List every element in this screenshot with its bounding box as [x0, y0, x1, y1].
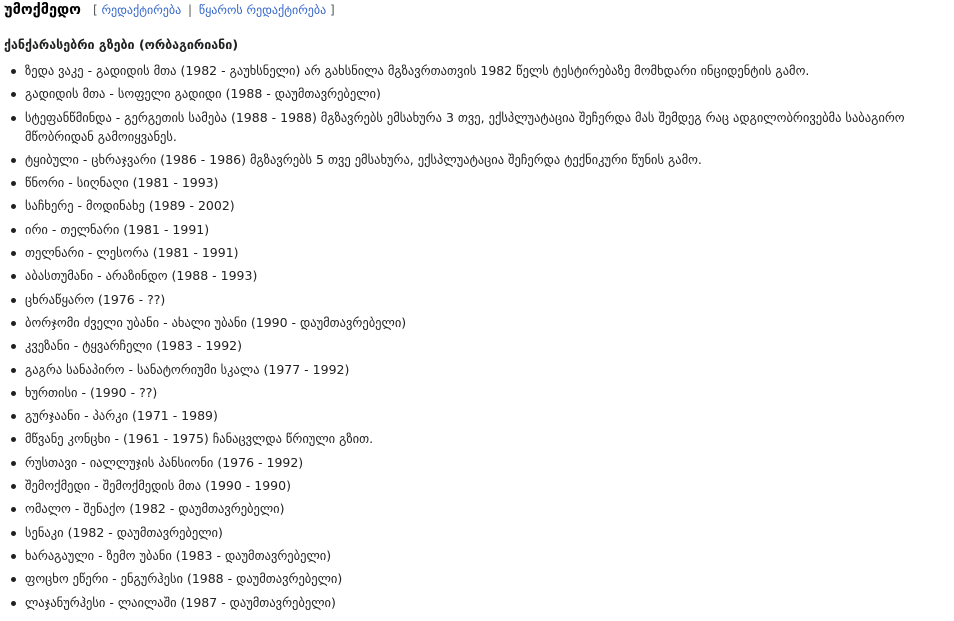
list-item: გაგრა სანაპირო - სანატორიუმი სკალა (1977 - 1992) — [0, 360, 950, 379]
list-item: ხურთისი - (1990 - ??) — [0, 383, 950, 402]
list-item: ომალო - შენაქო (1982 - დაუმთავრებელი) — [0, 499, 950, 518]
list-item: გადიდის მთა - სოფელი გადიდი (1988 - დაუმთავრებელი) — [0, 84, 950, 103]
cableway-list — [0, 61, 950, 616]
section-title: უმოქმედო — [4, 2, 81, 18]
link-separator: | — [188, 3, 193, 17]
edit-section-links — [93, 3, 335, 17]
list-item: ბორჯომი ძველი უბანი - ახალი უბანი (1990 - დაუმთავრებელი) — [0, 313, 950, 332]
list-item: შემოქმედი - შემოქმედის მთა (1990 - 1990) — [0, 476, 950, 495]
list-item: ფოცხო ეწერი - ენგურჰესი (1988 - დაუმთავრებელი) — [0, 569, 950, 588]
list-item: სენაკი (1982 - დაუმთავრებელი) — [0, 523, 950, 542]
list-item: წნორი - სიღნაღი (1981 - 1993) — [0, 173, 950, 192]
list-item: გურჯაანი - პარკი (1971 - 1989) — [0, 406, 950, 425]
list-item: ზედა ვაკე - გადიდის მთა (1982 - გაუხსნელი) არ გახსნილა მგზავრთათვის 1982 წელს ტესტირებაზე მომხდარი ინციდენტის გამო. — [0, 61, 950, 80]
list-item: რუსთავი - იალლუჯის პანსიონი (1976 - 1992) — [0, 453, 950, 472]
list-item: მწვანე კონცხი - (1961 - 1975) ჩანაცვლდა წრიული გზით. — [0, 429, 950, 448]
list-item: ხარაგაული - ზემო უბანი (1983 - დაუმთავრებელი) — [0, 546, 950, 565]
edit-source-link[interactable]: წყაროს რედაქტირება — [198, 3, 327, 17]
list-item: საჩხერე - მოდინახე (1989 - 2002) — [0, 196, 950, 215]
close-bracket: ] — [330, 3, 335, 17]
list-item: აბასთუმანი - არაზინდო (1988 - 1993) — [0, 266, 950, 285]
list-item: ირი - თელნარი (1981 - 1991) — [0, 220, 950, 239]
section-heading — [4, 2, 335, 24]
list-item: სტეფანწმინდა - გერგეთის სამება (1988 - 1988) მგზავრებს ემსახურა 3 თვე, ექსპლუატაცია შეჩერდა მას შემდეგ რაც ადგილობრივებმა საბაგირო მწობრიდან გამოიყვანეს. — [0, 108, 950, 146]
list-item: ტყიბული - ცხრაჯვარი (1986 - 1986) მგზავრებს 5 თვე ემსახურა, ექსპლუატაცია შეჩერდა ტექნიკური წუნის გამო. — [0, 150, 950, 169]
edit-link[interactable]: რედაქტირება — [101, 3, 182, 17]
list-item: კვეზანი - ტყვარჩელი (1983 - 1992) — [0, 336, 950, 355]
list-item: თელნარი - ლესორა (1981 - 1991) — [0, 243, 950, 262]
list-item: ლაჯანურჰესი - ლაილაში (1987 - დაუმთავრებელი) — [0, 593, 950, 612]
subsection-title: ქანქარასებრი გზები (ორბაგირიანი) — [4, 37, 239, 52]
open-bracket: [ — [92, 3, 98, 17]
list-item: ცხრაწყარო (1976 - ??) — [0, 290, 950, 309]
